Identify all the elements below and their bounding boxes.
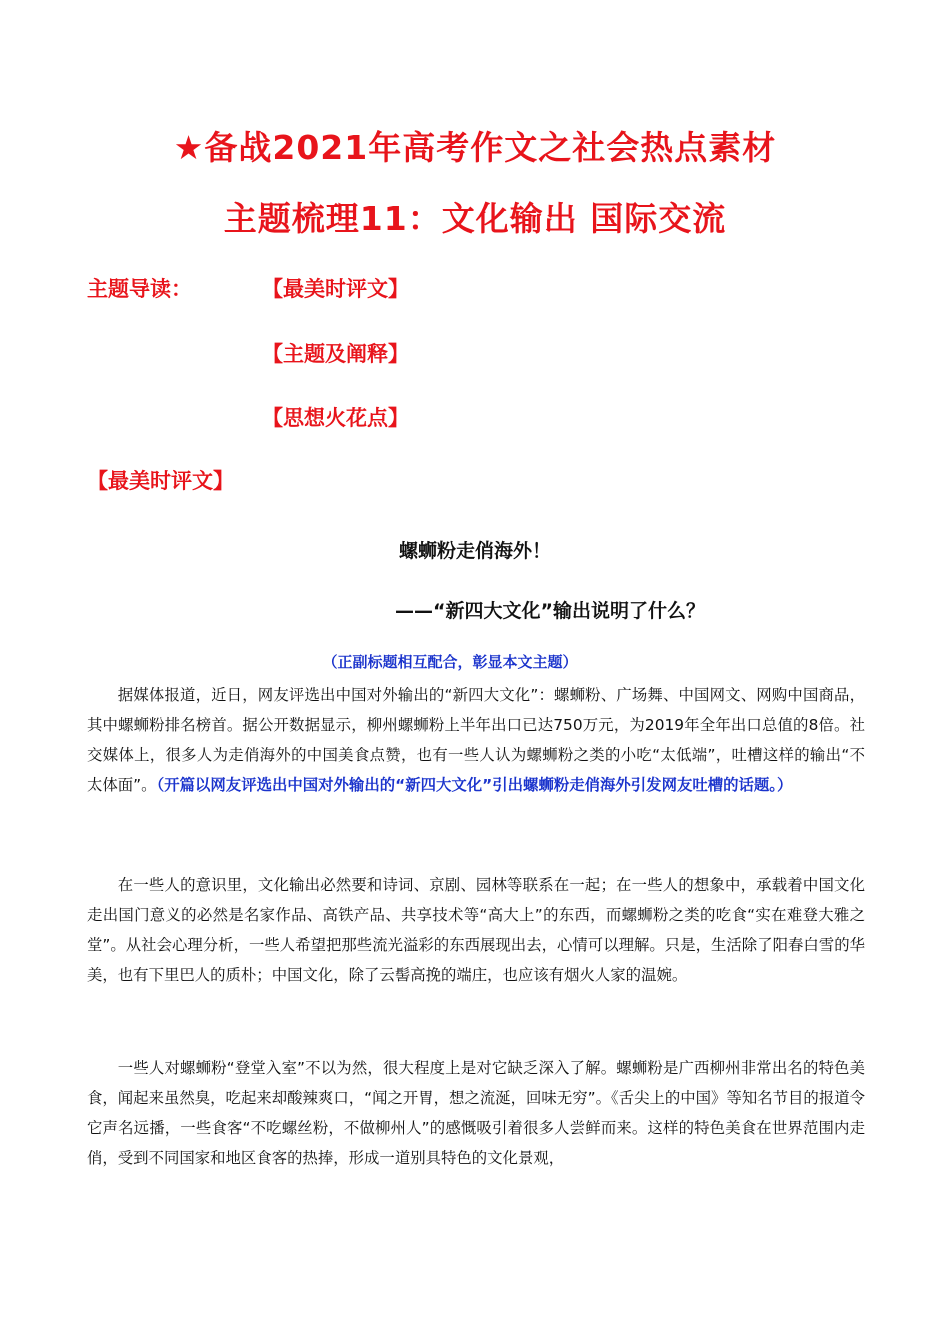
- guide-item-theme-explanation: 【主题及阐释】: [262, 342, 409, 366]
- paragraph-3-text: 一些人对螺蛳粉“登堂入室”不以为然，很大程度上是对它缺乏深入了解。螺蛳粉是广西柳州非常出名的特色美食，闻起来虽然臭，吃起来却酸辣爽口，“闻之开胃，想之流涎，回味无穷”。《舌尖上的中国》等知名节目的报道令它声名远播，一些食客“不吃螺丝粉，不做柳州人”的感慨吸引着很多人尝鲜而来。这样的特色美食在世界范围内走俏，受到不同国家和地区食客的热捧，形成一道别具特色的文化景观，: [87, 1059, 865, 1167]
- article-subtitle: ——“新四大文化”输出说明了什么？: [395, 600, 705, 622]
- guide-item-best-commentary: 【最美时评文】: [262, 277, 409, 301]
- guide-item-idea-sparks: 【思想火花点】: [262, 406, 409, 430]
- title-annotation: （正副标题相互配合，彰显本文主题）: [322, 653, 578, 671]
- document-subtitle: 主题梳理11：文化输出 国际交流: [223, 199, 727, 238]
- document-title: ★备战2021年高考作文之社会热点素材: [173, 128, 777, 167]
- paragraph-2: [87, 870, 865, 990]
- paragraph-1-text: 据媒体报道，近日，网友评选出中国对外输出的“新四大文化”：螺蛳粉、广场舞、中国网文、网购中国商品，其中螺蛳粉排名榜首。据公开数据显示，柳州螺蛳粉上半年出口已达750万元，为2019年全年出口总值的8倍。社交媒体上，很多人为走俏海外的中国美食点赞，也有一些人认为螺蛳粉之类的小吃“太低端”，吐槽这样的输出“不太体面”。: [87, 686, 865, 794]
- paragraph-3: [87, 1053, 865, 1173]
- paragraph-1-annotation: （开篇以网友评选出中国对外输出的“新四大文化”引出螺蛳粉走俏海外引发网友吐槽的话题。）: [156, 776, 793, 794]
- section-heading: 【最美时评文】: [87, 469, 234, 493]
- guide-label: 主题导读：: [87, 277, 192, 301]
- paragraph-1: [87, 680, 865, 800]
- paragraph-2-text: 在一些人的意识里，文化输出必然要和诗词、京剧、园林等联系在一起；在一些人的想象中，承载着中国文化走出国门意义的必然是名家作品、高铁产品、共享技术等“高大上”的东西，而螺蛳粉之类的吃食“实在难登大雅之堂”。从社会心理分析，一些人希望把那些流光溢彩的东西展现出去，心情可以理解。只是，生活除了阳春白雪的华美，也有下里巴人的质朴；中国文化，除了云髻高挽的端庄，也应该有烟火人家的温婉。: [87, 876, 865, 984]
- article-title: 螺蛳粉走俏海外！: [398, 540, 551, 562]
